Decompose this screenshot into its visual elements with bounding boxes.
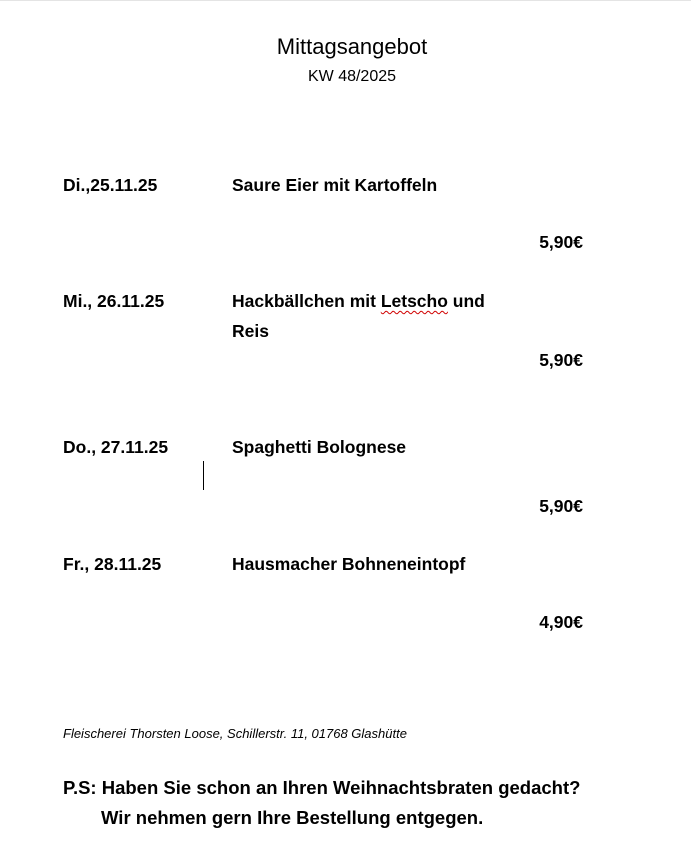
footer-address: Fleischerei Thorsten Loose, Schillerstr. 11, 01768 Glashütte (63, 726, 407, 741)
menu-date: Do., 27.11.25 (63, 437, 169, 457)
menu-date: Mi., 26.11.25 (63, 291, 165, 311)
spellcheck-flagged-word[interactable]: Letscho (380, 291, 448, 311)
dish-text: Hackbällchen mit (232, 291, 381, 311)
text-cursor (203, 461, 204, 490)
menu-price: 5,90€ (539, 350, 583, 370)
menu-dish: Saure Eier mit Kartoffeln (232, 175, 438, 195)
document-title: Mittagsangebot (276, 34, 428, 59)
menu-dish-line2: Reis (232, 321, 269, 341)
calendar-week: KW 48/2025 (307, 68, 397, 85)
menu-dish: Hausmacher Bohneneintopf (232, 554, 466, 574)
ps-line-1: P.S: Haben Sie schon an Ihren Weihnachtsbraten gedacht? (63, 777, 581, 798)
menu-price: 4,90€ (539, 612, 583, 632)
menu-dish (232, 291, 485, 312)
page-top-edge (0, 0, 691, 1)
menu-price: 5,90€ (539, 232, 583, 252)
menu-dish: Spaghetti Bolognese (232, 437, 407, 457)
dish-text: und (447, 291, 485, 311)
menu-date: Di.,25.11.25 (63, 175, 158, 195)
menu-date: Fr., 28.11.25 (63, 554, 162, 574)
ps-line-2: Wir nehmen gern Ihre Bestellung entgegen. (101, 807, 484, 828)
menu-price: 5,90€ (539, 496, 583, 516)
